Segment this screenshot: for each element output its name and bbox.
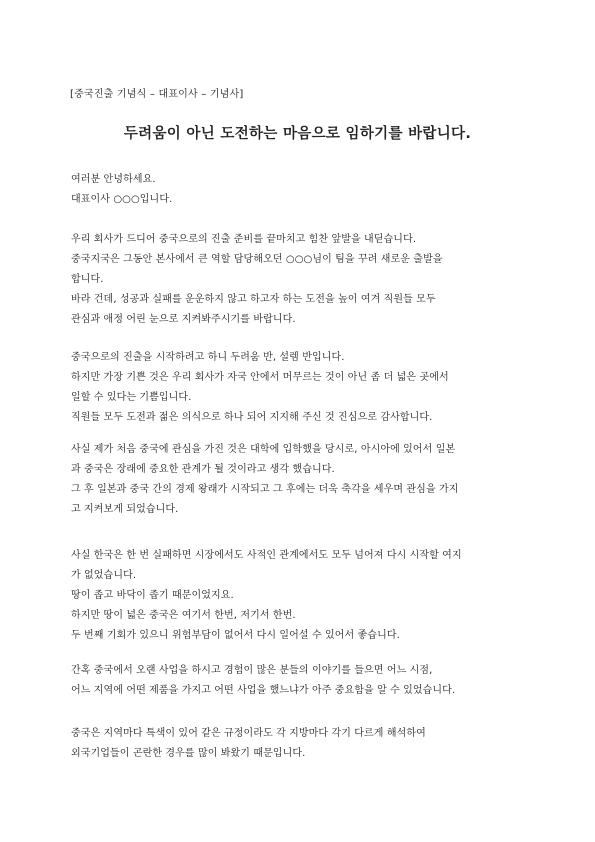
paragraph-line: 직원들 모두 도전과 젊은 의식으로 하나 되어 지지해 주신 것 진심으로 감사합니다. — [71, 412, 433, 423]
page-title: 두려움이 아닌 도전하는 마음으로 임하기를 바랍니다. — [123, 126, 472, 142]
paragraph-line: 일할 수 있다는 기쁨입니다. — [71, 392, 192, 403]
paragraph-line: 중국은 지역마다 특색이 있어 같은 규정이라도 각 지방마다 각기 다르게 해석하여 — [71, 728, 426, 739]
paragraph-line: 과 중국은 장래에 중요한 관계가 될 것이라고 생각 했습니다. — [71, 464, 335, 475]
paragraph-line: 여러분 안녕하세요. — [71, 174, 156, 185]
paragraph-feelings — [71, 348, 531, 428]
paragraph-line: 외국기업들이 곤란한 경우를 많이 봐왔기 때문입니다. — [71, 748, 306, 759]
paragraph-line: 합니다. — [71, 274, 104, 285]
paragraph-line: 그 후 일본과 중국 간의 경제 왕래가 시작되고 그 후에는 더욱 축각을 세우며 관심을 가지 — [71, 484, 459, 495]
paragraph-line: 땅이 좁고 바닥이 좁기 때문이었지요. — [71, 590, 234, 601]
paragraph-line: 사실 한국은 한 번 실패하면 시장에서도 사적인 관계에서도 모두 넘어져 다시 시작할 여지 — [71, 550, 462, 561]
paragraph-history — [71, 440, 531, 520]
paragraph-line: 어느 지역에 어떤 제품을 가지고 어떤 사업을 했느냐가 아주 중요함을 알 수 있었습니다. — [71, 685, 456, 696]
paragraph-experience — [71, 661, 531, 701]
paragraph-line: 우리 회사가 드디어 중국으로의 진출 준비를 끝마치고 힘찬 앞발을 내딛습니다. — [71, 234, 417, 245]
paragraph-line: 간혹 중국에서 오랜 사업을 하시고 경험이 많은 분들의 이야기를 들으면 어느 시점, — [71, 665, 433, 676]
paragraph-departure — [71, 230, 531, 330]
paragraph-line: 하지만 땅이 넓은 중국은 여기서 한번, 저기서 한번. — [71, 610, 296, 621]
paragraph-line: 중국으로의 진출을 시작하려고 하니 두려움 반, 설렘 반입니다. — [71, 352, 345, 363]
document-header: [중국진출 기념식 – 대표이사 – 기념사] — [70, 89, 244, 100]
paragraph-line: 대표이사 ○○○입니다. — [71, 194, 173, 205]
paragraph-line: 사실 제가 처음 중국에 관심을 가진 것은 대학에 입학했을 당시로, 아시아에 있어서 일본 — [71, 444, 456, 455]
paragraph-opportunity — [71, 546, 531, 646]
paragraph-line: 고 지켜보게 되었습니다. — [71, 504, 179, 515]
paragraph-greeting — [71, 170, 531, 210]
paragraph-line: 관심과 애정 어린 눈으로 지켜봐주시기를 바랍니다. — [71, 314, 296, 325]
paragraph-line: 중국지국은 그동안 본사에서 큰 역할 담당해오던 ○○○님이 팀을 꾸려 새로운 출발을 — [71, 254, 443, 265]
paragraph-regions — [71, 724, 531, 764]
paragraph-line: 바라 건데, 성공과 실패를 운운하지 않고 하고자 하는 도전을 높이 여겨 직원들 모두 — [71, 294, 436, 305]
paragraph-line: 두 번째 기회가 있으니 위험부담이 없어서 다시 일어설 수 있어서 좋습니다. — [71, 630, 400, 641]
paragraph-line: 하지만 가장 기쁜 것은 우리 회사가 자국 안에서 머무르는 것이 아닌 좀 더 넓은 곳에서 — [71, 372, 449, 383]
paragraph-line: 가 없었습니다. — [71, 570, 137, 581]
